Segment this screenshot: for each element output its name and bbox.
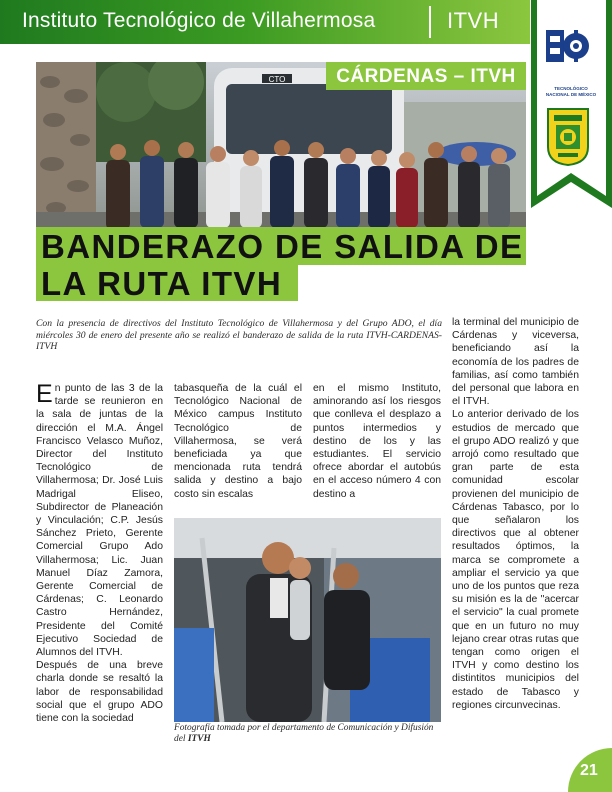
- bus-route-sign: CTO: [268, 75, 286, 84]
- drop-cap: E: [36, 380, 53, 408]
- photo-caption: Fotografía tomada por el departamento de Comunicación y Difusión del ITVH: [174, 723, 434, 744]
- header-band: [0, 0, 530, 44]
- article-column-4: [452, 316, 579, 712]
- tecnm-logo-icon: [544, 26, 590, 66]
- tecnm-caption: TECNOLÓGICO NACIONAL DE MÉXICO: [545, 86, 597, 97]
- boarding-bus-photo: [174, 518, 441, 722]
- article-paragraph: n punto de las 3 de la tarde se reunieron en la sala de juntas de la dirección el M.A. Ángel Francisco Velasco Muñoz, Director del Instituto Tecnológico de Villahermosa; Dr. José Luis Madrigal Eliseo, Subdirector de Planeación y Vinculación; C.P. Jesús Sánchez Prieto, Gerente Comercial Grupo Ado Villahermosa; Lic. Juan Manuel Díaz Zamora, Gerente Comercial de Cárdenas; C. Leonardo Castro Hernández, Presidente del Comité Ejecutivo Sociedad de Alumnos del ITVH.: [36, 383, 163, 659]
- page-number: 21: [580, 762, 598, 779]
- institute-title: Instituto Tecnológico de Villahermosa: [22, 9, 376, 32]
- institute-abbreviation: ITVH: [447, 8, 500, 33]
- location-tag-label: CÁRDENAS – ITVH: [336, 66, 516, 87]
- article-column-3: [313, 382, 441, 501]
- headline-line-2: LA RUTA ITVH: [41, 265, 283, 302]
- headline-line-1: BANDERAZO DE SALIDA DE: [41, 228, 524, 265]
- boarding-photo-illustration: [174, 518, 441, 722]
- caption-credit: ITVH: [187, 734, 211, 744]
- itvh-seal-icon: [546, 107, 590, 167]
- article-intro: Con la presencia de directivos del Instituto Tecnológico de Villahermosa y del Grupo ADO, el día miércoles 30 de enero del presente año se realizó el banderazo de salida de la ruta ITVH-CARDENAS-ITVH: [36, 318, 442, 353]
- article-paragraph: Lo anterior derivado de los estudios de mercado que el grupo ADO realizó y que arrojó como resultado que gran parte de esta comunidad escolar provienen del municipio de Cárdenas Tabasco, por lo que señalaron los directivos que al obtener resultados óptimos, la marca se compromete a ampliar el servicio ya que uno de los puntos que reza su misión es la de "acercar el servicio" la cual promete que en un futuro no muy lejano crear otras rutas que tengan como origen el ITVH y como destino los distintitos municipios del estado de Tabasco y regiones circunvecinas.: [452, 409, 579, 711]
- location-tag: [326, 62, 526, 90]
- article-column-2: [174, 382, 302, 501]
- article-paragraph: la terminal del municipio de Cárdenas y viceversa, beneficiando así la economía de los padres de familias, así como también del personal que labora en el ITVH.: [452, 317, 579, 408]
- header-divider: [429, 6, 431, 38]
- article-paragraph: en el mismo Instituto, aminorando así los riesgos que conlleva el desplazo a puntos intermedios y destino de los y las estudiantes. El servicio ofrece abordar el autobús en el acceso número 4 con destino a: [313, 383, 441, 500]
- article-paragraph: Después de una breve charla donde se resaltó la labor de responsabilidad social que el grupo ADO tiene con la sociedad: [36, 660, 163, 725]
- article-column-1: [36, 382, 163, 725]
- article-paragraph: tabasqueña de la cuál el Tecnológico Nacional de México campus Instituto Tecnológico de Villahermosa, se verá beneficiada ya que mencionada ruta tendrá salida y destino a bajo costo sin escalas: [174, 383, 302, 500]
